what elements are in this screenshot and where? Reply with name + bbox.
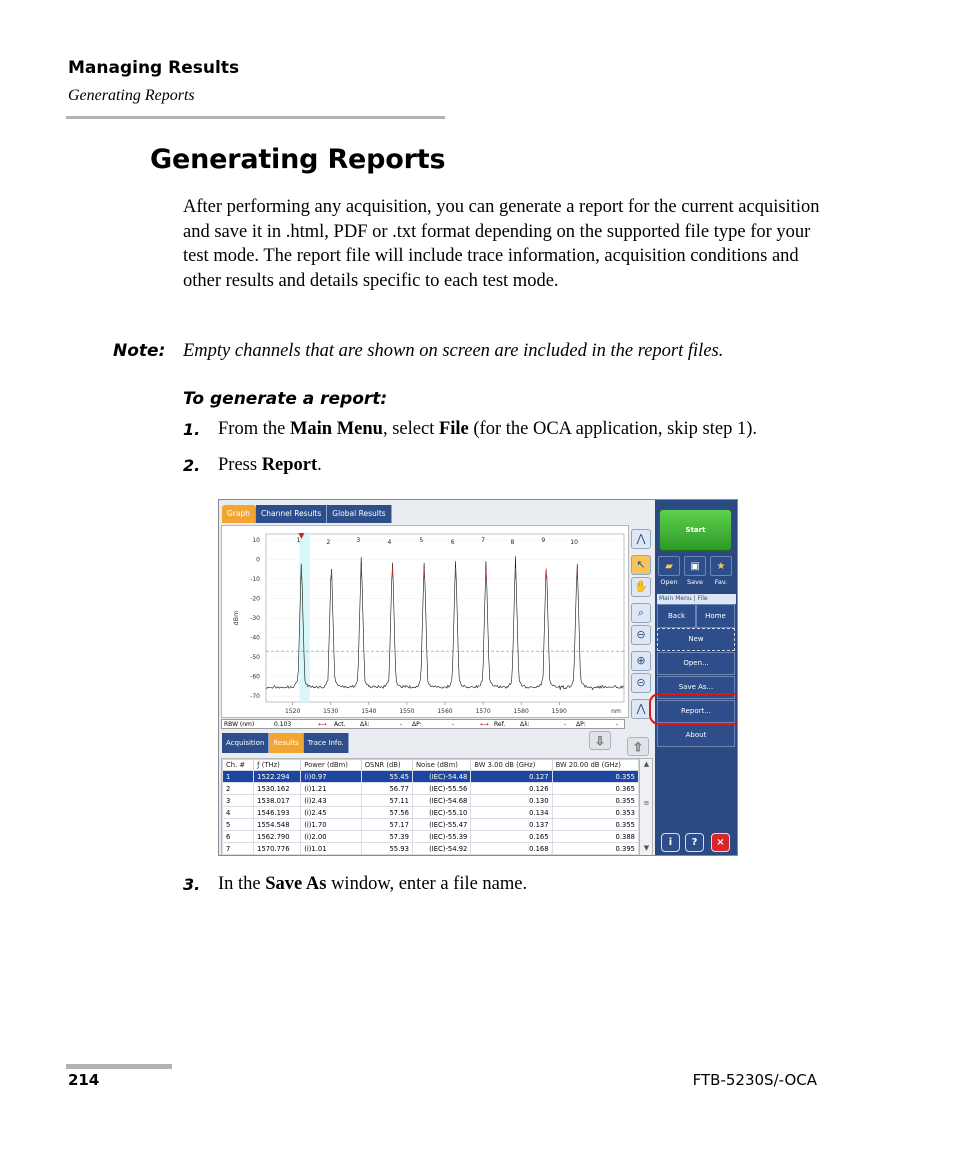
spectrum-chart [222,526,628,717]
help-icon[interactable]: ? [685,833,704,852]
peak-label: 8 [510,539,515,546]
save-label: Save [687,578,703,586]
result-tabs [222,733,349,753]
table-scrollbar[interactable] [639,758,653,856]
table-cell: (IEC)-55.47 [412,819,470,831]
report-highlight-ring [649,693,738,725]
graph-toolbar [629,525,653,722]
table-cell: 0.127 [471,771,552,783]
table-cell: (i)1.01 [301,843,361,855]
table-cell: 55.45 [361,771,412,783]
table-cell: 0.355 [552,795,638,807]
tab-trace-info[interactable]: Trace Info. [304,733,349,753]
results-table [222,759,639,855]
column-header[interactable]: Power (dBm) [301,760,361,771]
page-number: 214 [68,1071,100,1089]
header-rule [66,116,445,119]
table-cell: (IEC)-54.68 [412,795,470,807]
peak-label: 9 [541,537,546,544]
y-tick-label: -50 [250,654,260,662]
save-disk-icon[interactable]: ▣ [684,556,706,576]
intro-paragraph: After performing any acquisition, you can generate a report for the current acquisition and save it in .html, PDF or .txt format depending on the supported file type for your test mode. The report file will include trace information, acquisition conditions and other results and details specific to each test mode. [183,197,820,291]
table-cell: (i)2.00 [301,831,361,843]
table-cell: (IEC)-54.48 [412,771,470,783]
table-cell: 0.353 [552,807,638,819]
scroll-up-icon[interactable]: ▲ [643,760,650,768]
table-cell: 0.165 [471,831,552,843]
table-cell: 1530.162 [254,783,301,795]
table-cell: 0.130 [471,795,552,807]
x-tick-label: 1520 [285,708,301,715]
table-cell: 1570.776 [254,843,301,855]
x-tick-label: 1570 [475,708,491,715]
table-header-row [223,760,639,771]
y-tick-label: -70 [250,693,260,701]
favorite-star-icon[interactable]: ★ [710,556,732,576]
tab-acquisition[interactable]: Acquisition [222,733,269,753]
y-tick-label: 10 [252,536,260,544]
table-cell: 0.134 [471,807,552,819]
y-axis-label: dBm [232,610,240,626]
table-cell: (i)1.70 [301,819,361,831]
table-cell: 57.17 [361,819,412,831]
table-cell: 1562.790 [254,831,301,843]
step-text: In the Save As window, enter a file name. [218,874,528,894]
page-title: Generating Reports [150,144,446,175]
x-axis-label: nm [611,708,621,715]
table-cell: 5 [223,819,254,831]
zoom-reset-icon[interactable]: ⊝ [631,673,651,693]
table-row[interactable] [223,771,639,783]
y-tick-label: -60 [250,673,260,681]
step-text: From the Main Menu, select File (for the OCA application, skip step 1). [218,419,758,439]
home-button[interactable]: Home [696,604,735,628]
zoom-in-icon[interactable]: ⊕ [631,651,651,671]
main-menu-panel [655,500,738,856]
table-cell: 0.395 [552,843,638,855]
table-cell: 56.77 [361,783,412,795]
column-header[interactable]: BW 20.00 dB (GHz) [552,760,638,771]
open-label: Open [660,578,678,586]
marker-info-bar [221,719,625,729]
info-icon[interactable]: i [661,833,680,852]
delta-lambda-label: Δλ: [360,721,370,728]
table-cell: 3 [223,795,254,807]
peak-label: 5 [419,537,424,544]
column-header[interactable]: Noise (dBm) [412,760,470,771]
open-folder-icon[interactable]: ▰ [658,556,680,576]
spectrum-graph[interactable] [221,525,629,718]
ref-marker-icon[interactable]: ⟷ [480,721,489,728]
results-table-container [221,758,639,856]
table-cell: 6 [223,831,254,843]
peak-label: 2 [326,539,331,546]
delta-power-value: - [452,721,455,728]
menu-breadcrumb: Main Menu | File [657,594,736,604]
table-cell: 1554.548 [254,819,301,831]
y-tick-label: -20 [250,595,260,603]
running-header-section: Managing Results [68,58,240,78]
fav-label: Fav. [714,578,728,586]
table-row[interactable] [223,819,639,831]
ref-delta-power-label: ΔP: [576,721,586,728]
open-button[interactable]: Open... [657,652,735,675]
full-view-icon[interactable]: ⋀ [631,699,651,719]
act-marker-icon[interactable]: ⟷ [318,721,327,728]
ref-label: Ref. [494,721,506,728]
ref-delta-lambda-label: Δλ: [520,721,530,728]
y-tick-label: -10 [250,575,260,583]
new-button[interactable]: New [657,628,735,651]
table-cell: 0.355 [552,819,638,831]
table-cell: 1 [223,771,254,783]
zoom-out-icon[interactable]: ⊖ [631,625,651,645]
peak-label: 7 [481,537,485,544]
x-tick-label: 1530 [323,708,339,715]
save-as-button[interactable]: Save As... [657,676,735,699]
tab-channel-results[interactable]: Channel Results [256,505,327,523]
scroll-down-icon[interactable]: ▼ [643,844,650,852]
ref-delta-lambda-value: - [564,721,567,728]
table-cell: 0.388 [552,831,638,843]
table-cell: 1522.294 [254,771,301,783]
expand-up-icon[interactable]: ⇧ [627,737,649,756]
table-cell: 7 [223,843,254,855]
table-cell: 57.11 [361,795,412,807]
table-cell: 4 [223,807,254,819]
peak-label: 4 [387,539,392,546]
table-cell: (IEC)-55.10 [412,807,470,819]
table-cell: 0.168 [471,843,552,855]
tab-global-results[interactable]: Global Results [327,505,391,523]
about-button[interactable]: About [657,724,735,747]
note-text: Empty channels that are shown on screen are included in the report files. [183,341,724,361]
running-header-subsection: Generating Reports [68,87,195,104]
tab-results[interactable]: Results [269,733,303,753]
column-header[interactable]: OSNR (dB) [361,760,412,771]
procedure-title: To generate a report: [183,389,388,409]
column-header[interactable]: ƒ (THz) [254,760,301,771]
y-tick-label: -40 [250,634,260,642]
table-cell: (i)0.97 [301,771,361,783]
table-cell: (i)2.45 [301,807,361,819]
table-cell: (IEC)-55.39 [412,831,470,843]
y-tick-label: 0 [256,556,260,564]
table-cell: 0.137 [471,819,552,831]
view-tabs [222,505,392,523]
close-icon[interactable]: × [711,833,730,852]
peak-label: 1 [296,537,301,544]
rbw-value: 0.103 [274,721,292,728]
back-button[interactable]: Back [657,604,696,628]
table-cell: 2 [223,783,254,795]
x-tick-label: 1580 [513,708,529,715]
footer-rule [66,1064,172,1069]
report-button[interactable]: Report... [657,700,735,723]
table-row[interactable] [223,795,639,807]
table-cell: 0.126 [471,783,552,795]
step-number: 1. [183,420,201,439]
tab-graph[interactable]: Graph [222,505,256,523]
table-cell: 0.355 [552,771,638,783]
rbw-label: RBW (nm) [224,721,255,728]
column-header[interactable]: Ch. # [223,760,254,771]
step-number: 2. [183,456,201,475]
step-text: Press Report. [218,455,322,475]
act-label: Act. [334,721,346,728]
zoom-area-icon[interactable]: ⌕ [631,603,651,623]
table-cell: 1538.017 [254,795,301,807]
peak-label: 10 [570,539,578,546]
table-cell: (IEC)-55.56 [412,783,470,795]
table-row[interactable] [223,783,639,795]
table-cell: 1546.193 [254,807,301,819]
x-tick-label: 1540 [361,708,377,715]
note-label: Note: [113,341,166,361]
table-cell: (IEC)-54.92 [412,843,470,855]
x-tick-label: 1560 [437,708,453,715]
ref-delta-power-value: - [616,721,619,728]
step-number: 3. [183,875,201,894]
delta-lambda-value: - [400,721,403,728]
table-row[interactable] [223,831,639,843]
table-cell: (i)1.21 [301,783,361,795]
start-button[interactable]: Start [659,509,732,551]
table-cell: (i)2.43 [301,795,361,807]
auto-scale-icon[interactable]: ⋀ [631,529,651,549]
spectrum-trace [266,556,624,689]
table-row[interactable] [223,843,639,855]
pan-hand-icon[interactable]: ✋ [631,577,651,597]
x-tick-label: 1590 [551,708,567,715]
table-cell: 57.56 [361,807,412,819]
scroll-grip-icon[interactable]: ≡ [643,799,650,807]
x-tick-label: 1550 [399,708,415,715]
peak-label: 6 [450,539,455,546]
peak-label: 3 [356,537,361,544]
column-header[interactable]: BW 3.00 dB (GHz) [471,760,552,771]
y-tick-label: -30 [250,615,260,622]
application-screenshot [218,499,738,856]
table-cell: 55.93 [361,843,412,855]
product-name: FTB-5230S/-OCA [692,1071,817,1089]
table-row[interactable] [223,807,639,819]
table-cell: 0.365 [552,783,638,795]
pointer-icon[interactable]: ↖ [631,555,651,575]
collapse-down-icon[interactable]: ⇩ [589,731,611,750]
table-cell: 57.39 [361,831,412,843]
delta-power-label: ΔP: [412,721,422,728]
